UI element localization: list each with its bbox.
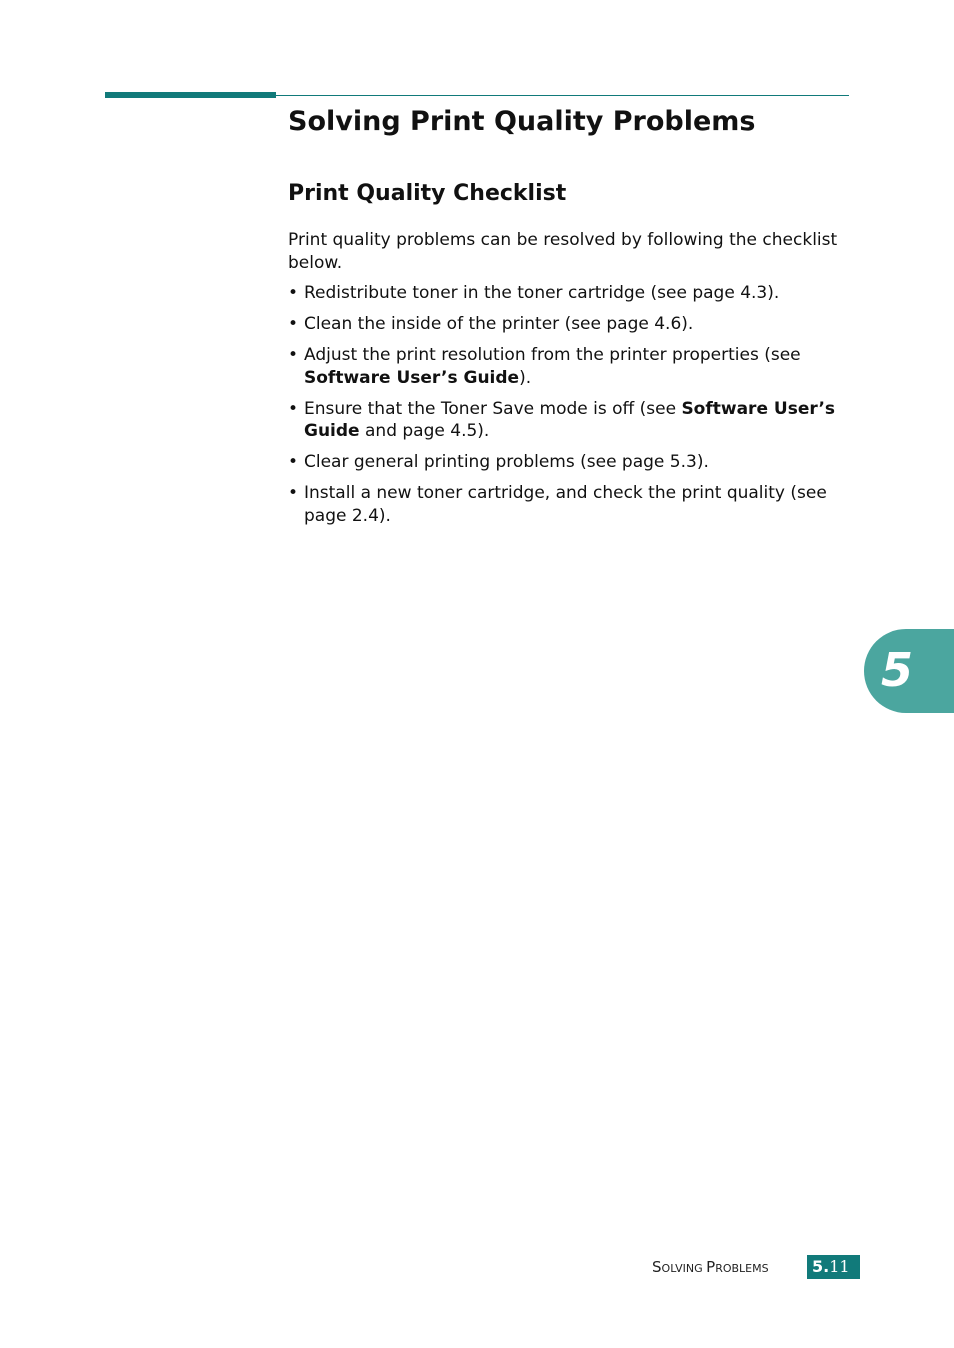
item-text: Clear general printing problems (see page 5.3). xyxy=(304,452,709,472)
bullet-icon: • xyxy=(288,452,299,472)
page-number-badge xyxy=(807,1255,860,1279)
bullet-icon: • xyxy=(288,314,299,334)
footer-initial-s: S xyxy=(652,1258,662,1276)
header-rule-thin xyxy=(276,95,849,96)
item-text-after: ). xyxy=(519,367,532,388)
quality-checklist xyxy=(288,282,850,527)
intro-paragraph: Print quality problems can be resolved by following the checklist below. xyxy=(288,230,838,273)
footer-smallcaps-1: OLVING xyxy=(661,1262,707,1275)
guide-reference: Software User’s Guide xyxy=(304,398,836,441)
chapter-number: 5 xyxy=(881,643,914,697)
footer-section-label xyxy=(652,1256,769,1280)
list-item xyxy=(288,398,850,443)
item-text: Install a new toner cartridge, and check the print quality (see page 2.4). xyxy=(304,483,827,526)
item-text: Adjust the print resolution from the printer properties (see xyxy=(304,345,801,365)
footer-initial-p: P xyxy=(706,1258,716,1276)
section-title: Print Quality Checklist xyxy=(288,181,567,206)
page-part: 11 xyxy=(829,1257,850,1276)
chapter-part: 5. xyxy=(812,1257,830,1276)
guide-reference: Software User’s Guide xyxy=(304,367,520,388)
item-text: Ensure that the Toner Save mode is off (see xyxy=(304,398,682,419)
bullet-icon: • xyxy=(288,283,299,303)
item-text: Redistribute toner in the toner cartridge (see page 4.3). xyxy=(304,283,780,303)
bullet-icon: • xyxy=(288,345,299,365)
list-item xyxy=(288,451,850,474)
list-item xyxy=(288,313,850,336)
content-body xyxy=(288,229,850,536)
header-rule-thick xyxy=(105,92,276,98)
page-title: Solving Print Quality Problems xyxy=(288,106,756,137)
footer-smallcaps-2: ROBLEMS xyxy=(715,1262,769,1275)
list-item xyxy=(288,482,850,527)
list-item xyxy=(288,344,850,389)
item-text: Clean the inside of the printer (see page 4.6). xyxy=(304,314,694,334)
chapter-tab xyxy=(864,629,954,713)
bullet-icon: • xyxy=(288,483,299,503)
bullet-icon: • xyxy=(288,398,299,419)
list-item xyxy=(288,282,850,305)
item-text-after: and page 4.5). xyxy=(359,421,490,441)
